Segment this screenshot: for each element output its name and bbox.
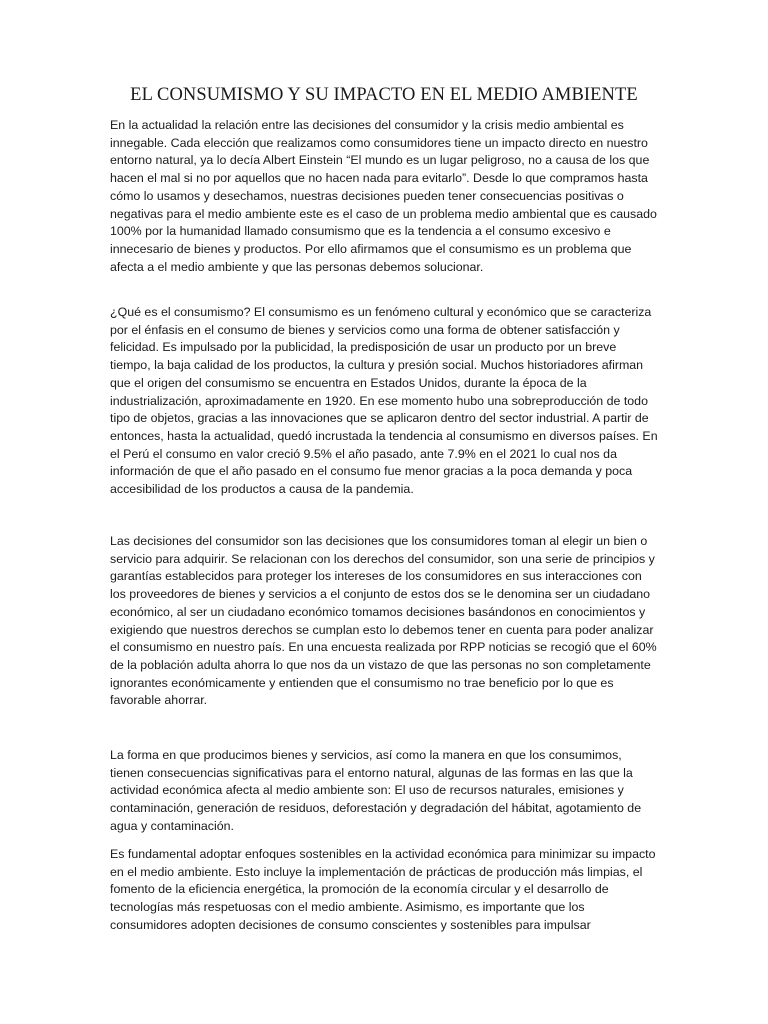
paragraph-introduction: En la actualidad la relación entre las decisiones del consumidor y la crisis medio ambiental es innegable. Cada elección que realizamos como consumidores tiene un impacto directo en nuestro entorno natural, ya lo decía Albert Einstein “El mundo es un lugar peligroso, no a causa de los que hacen el mal si no por aquellos que no hacen nada para evitarlo”. Desde lo que compramos hasta cómo lo usamos y desechamos, nuestras decisiones pueden tener consecuencias positivas o negativas para el medio ambiente este es el caso de un problema medio ambiental que es causado 100% por la humanidad llamado consumismo que es la tendencia a el consumo excesivo e innecesario de bienes y productos. Por ello afirmamos que el consumismo es un problema que afecta a el medio ambiente y que las personas debemos solucionar.: [110, 118, 657, 274]
paragraph-sustainable-approaches: Es fundamental adoptar enfoques sostenibles en la actividad económica para minimizar su impacto en el medio ambiente. Esto incluye la implementación de prácticas de producción más limpias, el fomento de la eficiencia energética, la promoción de la economía circular y el desarrollo de tecnologías más respetuosas con el medio ambiente. Asimismo, es importante que los consumidores adopten decisiones de consumo conscientes y sostenibles para impulsar: [110, 847, 656, 932]
document-title: EL CONSUMISMO Y SU IMPACTO EN EL MEDIO AMBIENTE: [130, 85, 638, 105]
paragraph-environmental-effects: La forma en que producimos bienes y servicios, así como la manera en que los consumimos, tienen consecuencias significativas para el entorno natural, algunas de las formas en las que la actividad económica afecta al medio ambiente son: El uso de recursos naturales, emisiones y contaminación, generación de residuos, deforestación y degradación del hábitat, agotamiento de agua y contaminación.: [110, 748, 642, 833]
paragraph-consumer-decisions: Las decisiones del consumidor son las decisiones que los consumidores toman al elegir un bien o servicio para adquirir. Se relacionan con los derechos del consumidor, son una serie de principios y garantías establecidos para proteger los intereses de los consumidores en sus interacciones con los proveedores de bienes y servicios a el conjunto de estos dos se le denomina ser un ciudadano económico, al ser un ciudadano económico tomamos decisiones basándonos en conocimientos y exigiendo que nuestros derechos se cumplan esto lo debemos tener en cuenta para poder analizar el consumismo en nuestro país. En una encuesta realizada por RPP noticias se recogió que el 60% de la población adulta ahorra lo que nos da un vistazo de que las personas no son completamente ignorantes económicamente y entienden que el consumismo no trae beneficio por lo que es favorable ahorrar.: [110, 534, 657, 708]
paragraph-what-is-consumerism: ¿Qué es el consumismo? El consumismo es un fenómeno cultural y económico que se caracteriza por el énfasis en el consumo de bienes y servicios como una forma de obtener satisfacción y felicidad. Es impulsado por la publicidad, la predisposición de usar un producto por un breve tiempo, la baja calidad de los productos, la cultura y presión social. Muchos historiadores afirman que el origen del consumismo se encuentra en Estados Unidos, durante la época de la industrialización, aproximadamente en 1920. En ese momento hubo una sobreproducción de todo tipo de objetos, gracias a las innovaciones que se aplicaron dentro del sector industrial. A partir de entonces, hasta la actualidad, quedó incrustada la tendencia al consumismo en diversos países. En el Perú el consumo en valor creció 9.5% el año pasado, ante 7.9% en el 2021 lo cual nos da información de que el año pasado en el consumo fue menor gracias a la poca demanda y poca accesibilidad de los productos a causa de la pandemia.: [110, 305, 658, 497]
